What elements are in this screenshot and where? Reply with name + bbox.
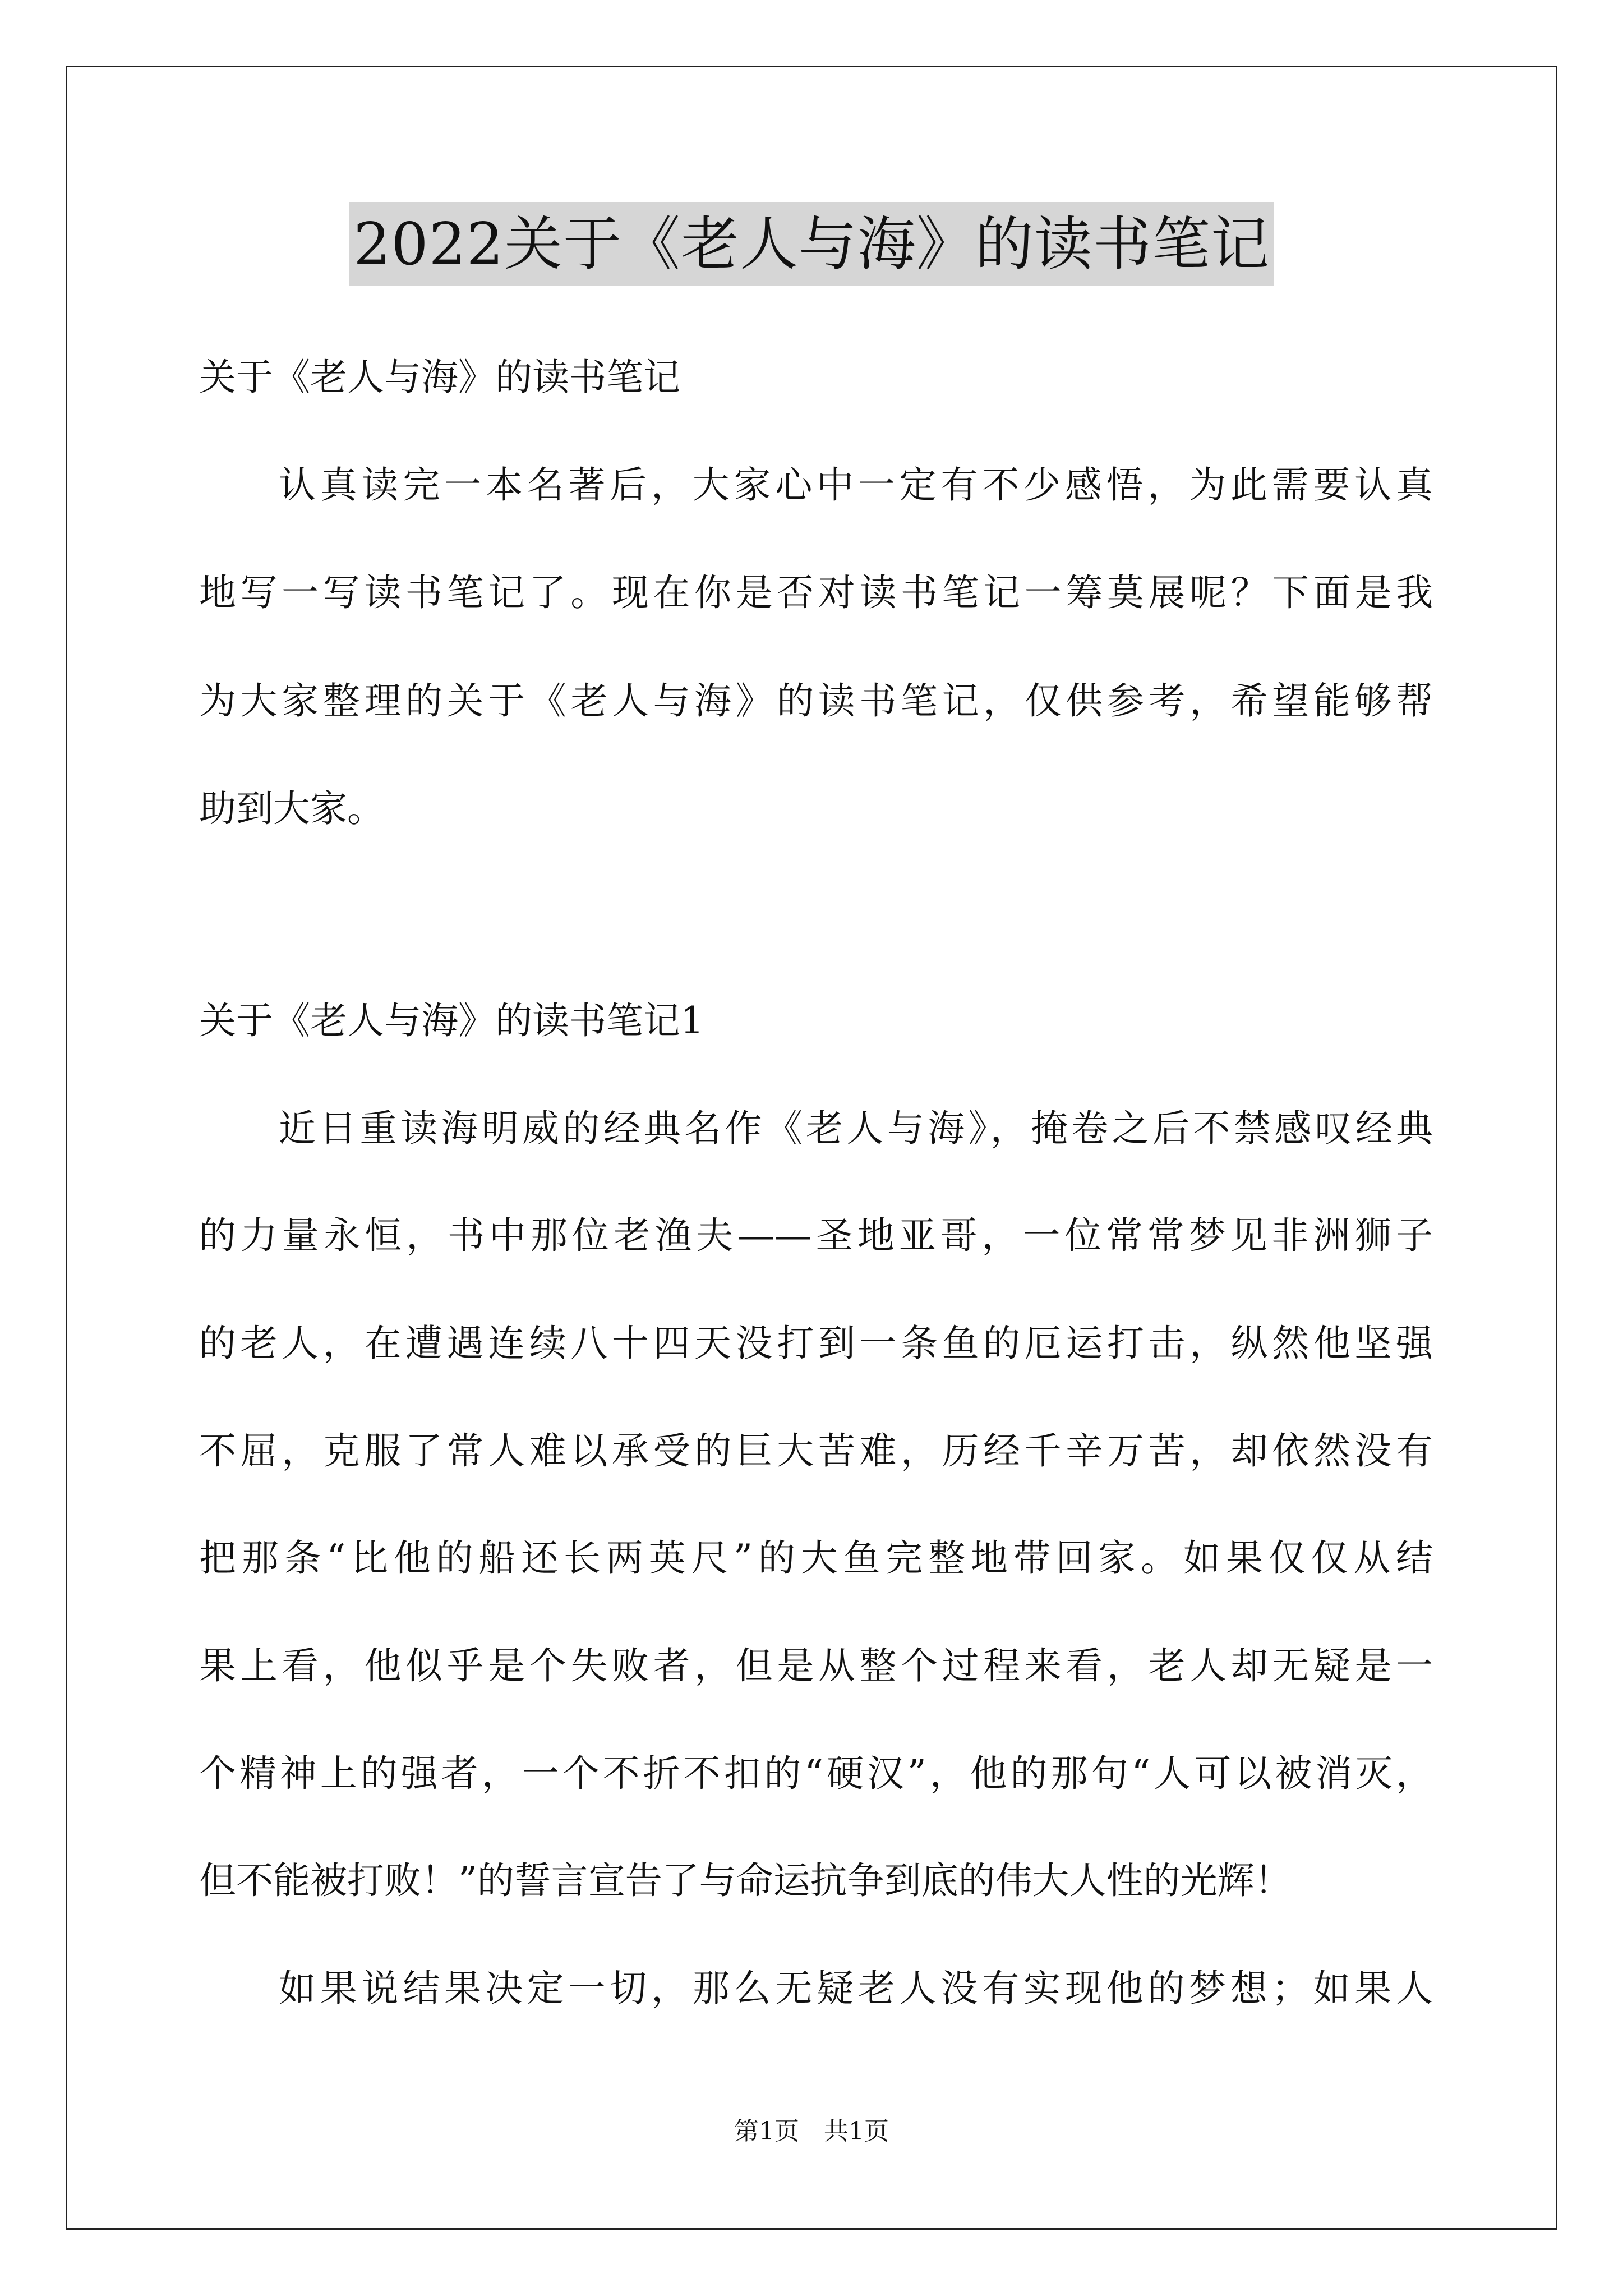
paragraph-line: 个精神上的强者，一个不折不扣的“硬汉”，他的那句“人可以被消灭， bbox=[199, 1752, 1433, 1795]
intro-line: 为大家整理的关于《老人与海》的读书笔记，仅供参考，希望能够帮 bbox=[199, 679, 1433, 723]
paragraph-line: 不屈，克服了常人难以承受的巨大苦难，历经千辛万苦，却依然没有 bbox=[199, 1429, 1433, 1473]
intro-line: 助到大家。 bbox=[199, 787, 384, 830]
paragraph-line: 如果说结果决定一切，那么无疑老人没有实现他的梦想；如果人 bbox=[279, 1967, 1433, 2010]
paragraph-line: 的老人，在遭遇连续八十四天没打到一条鱼的厄运打击，纵然他坚强 bbox=[199, 1322, 1433, 1365]
title-container bbox=[0, 202, 1623, 286]
section-heading: 关于《老人与海》的读书笔记1 bbox=[199, 999, 704, 1042]
intro-line: 认真读完一本名著后，大家心中一定有不少感悟，为此需要认真 bbox=[279, 463, 1433, 507]
document-subtitle: 关于《老人与海》的读书笔记 bbox=[199, 356, 680, 399]
intro-line: 地写一写读书笔记了。现在你是否对读书笔记一筹莫展呢？下面是我 bbox=[199, 571, 1433, 614]
paragraph-line: 把那条“比他的船还长两英尺”的大鱼完整地带回家。如果仅仅从结 bbox=[199, 1536, 1433, 1580]
paragraph-line: 的力量永恒，书中那位老渔夫——圣地亚哥，一位常常梦见非洲狮子 bbox=[199, 1214, 1433, 1257]
paragraph-line: 近日重读海明威的经典名作《老人与海》，掩卷之后不禁感叹经典 bbox=[279, 1107, 1433, 1150]
paragraph-line: 但不能被打败！”的誓言宣告了与命运抗争到底的伟大人性的光辉！ bbox=[199, 1859, 1292, 1902]
paragraph-line: 果上看，他似乎是个失败者，但是从整个过程来看，老人却无疑是一 bbox=[199, 1644, 1433, 1687]
document-title: 2022关于《老人与海》的读书笔记 bbox=[349, 202, 1274, 286]
page-number: 第1页 共1页 bbox=[734, 2117, 889, 2146]
